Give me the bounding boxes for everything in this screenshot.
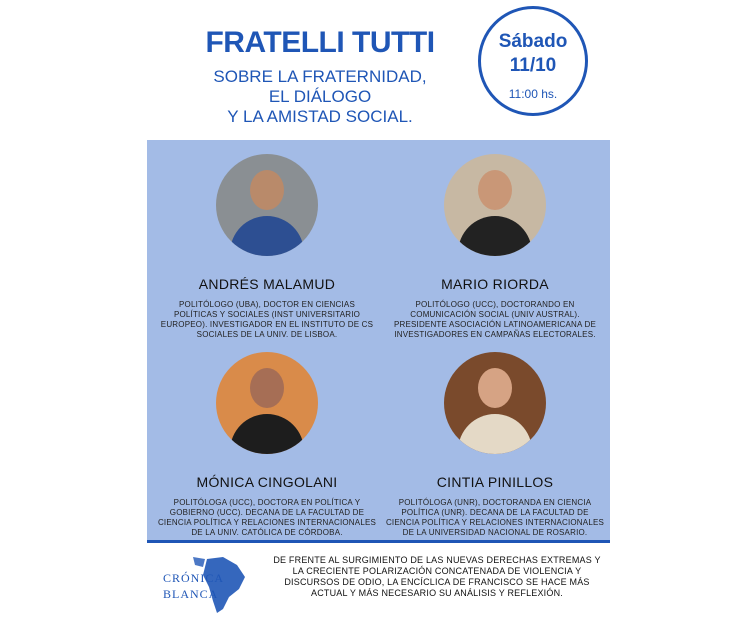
speaker-name: MÓNICA CINGOLANI: [196, 474, 338, 490]
speaker-bio: POLITÓLOGO (UBA), DOCTOR EN CIENCIAS POLÍTICAS Y SOCIALES (INST UNIVERSITARIO EUROPEO). INVESTIGADOR EN EL INSTITUTO DE CS SOCIALES DE LA UNIV. DE LISBOA.: [160, 300, 374, 339]
speaker-bio: POLITÓLOGA (UNR), DOCTORANDA EN CIENCIA POLÍTICA (UNR). DECANA DE LA FACULTAD DE CIENCIA POLÍTICA Y RELACIONES INTERNACIONALES DE LA UNIVERSIDAD NACIONAL DE ROSARIO.: [385, 498, 605, 537]
cronica-blanca-logo: [153, 555, 253, 615]
speaker-photo: [216, 352, 318, 454]
speaker-photo: [444, 154, 546, 256]
logo-line-1: CRÓNICA: [163, 571, 225, 585]
speaker-photo: [216, 154, 318, 256]
speaker-card: [385, 352, 605, 538]
date-badge: [478, 6, 588, 116]
speakers-panel: [147, 140, 610, 540]
speaker-name: ANDRÉS MALAMUD: [198, 276, 336, 292]
speaker-photo: [444, 352, 546, 454]
footer-text: DE FRENTE AL SURGIMIENTO DE LAS NUEVAS DERECHAS EXTREMAS Y LA CRECIENTE POLARIZACIÓN CONCATENADA DE VIOLENCIA Y DISCURSOS DE ODIO, LA ENCÍCLICA DE FRANCISCO SE HACE MÁS ACTUAL Y MÁS NECESARIO SU ANÁLISIS Y REFLEXIÓN.: [273, 555, 601, 598]
subtitle-line-2: EL DIÁLOGO: [268, 87, 372, 106]
speaker-card: [385, 154, 605, 340]
speaker-bio: POLITÓLOGA (UCC), DOCTORA EN POLÍTICA Y GOBIERNO (UCC). DECANA DE LA FACULTAD DE CIENCIA POLÍTICA Y RELACIONES INTERNACIONALES DE LA UNIV. CATÓLICA DE CÓRDOBA.: [157, 498, 377, 537]
speaker-name: CINTIA PINILLOS: [436, 474, 554, 490]
subtitle-line-1: SOBRE LA FRATERNIDAD,: [213, 67, 427, 86]
subtitle-line-3: Y LA AMISTAD SOCIAL.: [227, 107, 413, 126]
logo-line-2: BLANCA: [163, 587, 219, 601]
date-number: 11/10: [509, 55, 557, 76]
date-time: 11:00 hs.: [508, 87, 558, 101]
speaker-name: MARIO RIORDA: [441, 276, 549, 292]
event-title: FRATELLI TUTTI: [205, 26, 435, 59]
speaker-card: [157, 154, 377, 340]
event-subtitle: [190, 67, 450, 127]
date-day: Sábado: [498, 31, 568, 52]
speaker-bio: POLITÓLOGO (UCC), DOCTORANDO EN COMUNICACIÓN SOCIAL (UNIV AUSTRAL). PRESIDENTE ASOCIACIÓN LATINOAMERICANA DE INVESTIGADORES EN CAMPAÑAS ELECTORALES.: [393, 300, 597, 339]
footer: [147, 540, 610, 625]
speaker-card: [157, 352, 377, 538]
